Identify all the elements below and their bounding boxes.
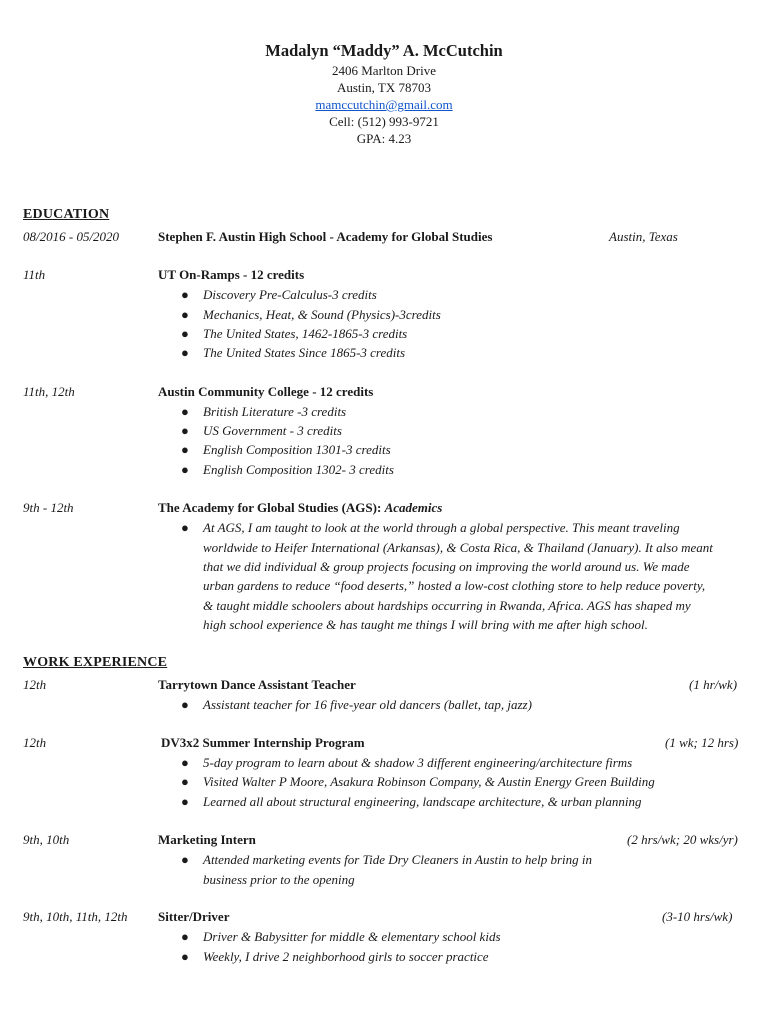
bullet-icon: ● [181, 794, 189, 809]
job-duty-continuation: business prior to the opening [203, 872, 355, 887]
job-duty: Visited Walter P Moore, Asakura Robinson Company, & Austin Energy Green Building [203, 774, 655, 789]
address-line-2: Austin, TX 78703 [336, 80, 431, 95]
bullet-icon: ● [181, 462, 189, 477]
ut-course: Discovery Pre-Calculus-3 credits [203, 287, 377, 302]
job-hours: (1 hr/wk) [689, 677, 738, 692]
school-name: Stephen F. Austin High School - Academy for Global Studies [158, 229, 493, 244]
acc-course: US Government - 3 credits [203, 423, 342, 438]
bullet-icon: ● [181, 423, 189, 438]
school-location: Austin, Texas [609, 229, 678, 244]
ut-course: The United States Since 1865-3 credits [203, 345, 406, 360]
ut-course: The United States, 1462-1865-3 credits [203, 326, 408, 341]
job-duty: Learned all about structural engineering, landscape architecture, & urban planning [203, 794, 642, 809]
job-grade: 9th, 10th [23, 832, 70, 847]
acc-course: English Composition 1302- 3 credits [203, 462, 394, 477]
ags-line: that we did individual & group projects focusing on improving the world around us. We made [203, 559, 690, 574]
cell-phone: Cell: (512) 993-9721 [329, 114, 439, 129]
acc-course: British Literature -3 credits [203, 404, 347, 419]
ags-line: & taught middle schoolers about hardships occurring in Rwanda, Africa. AGS has shaped my [203, 598, 691, 613]
address-line-1: 2406 Marlton Drive [332, 63, 436, 78]
job-grade: 12th [23, 677, 47, 692]
job-title: DV3x2 Summer Internship Program [161, 735, 365, 750]
ags-line: worldwide to Heifer International (Arkansas), & Costa Rica, & Thailand (January). It also meant [203, 540, 713, 555]
job-duty: 5-day program to learn about & shadow 3 different engineering/architecture firms [203, 755, 633, 770]
job-hours: (2 hrs/wk; 20 wks/yr) [627, 832, 738, 847]
job-grade: 9th, 10th, 11th, 12th [23, 909, 128, 924]
job-hours: (3-10 hrs/wk) [662, 909, 733, 924]
ut-course: Mechanics, Heat, & Sound (Physics)-3credits [203, 307, 441, 322]
bullet-icon: ● [181, 755, 189, 770]
bullet-icon: ● [181, 307, 189, 322]
ags-title [158, 500, 442, 516]
bullet-icon: ● [181, 520, 189, 535]
bullet-icon: ● [181, 697, 189, 712]
ags-line: urban gardens to reduce “food deserts,” hosted a low-cost clothing store to help reduce poverty, [203, 578, 706, 593]
ags-title-text: The Academy for Global Studies (AGS): [158, 500, 382, 515]
ags-line: high school experience & has taught me things I will bring with me after high school. [203, 617, 648, 632]
acc-title: Austin Community College - 12 credits [158, 384, 374, 399]
job-duty: Assistant teacher for 16 five-year old dancers (ballet, tap, jazz) [203, 697, 532, 712]
bullet-icon: ● [181, 442, 189, 457]
education-heading: EDUCATION [23, 207, 110, 222]
work-heading: WORK EXPERIENCE [23, 655, 168, 670]
ut-grade: 11th [23, 267, 46, 282]
job-duty: Attended marketing events for Tide Dry Cleaners in Austin to help bring in [203, 852, 592, 867]
job-title: Marketing Intern [158, 832, 256, 847]
resume-name: Madalyn “Maddy” A. McCutchin [265, 41, 503, 60]
acc-course: English Composition 1301-3 credits [203, 442, 391, 457]
bullet-icon: ● [181, 852, 189, 867]
gpa: GPA: 4.23 [356, 131, 412, 146]
bullet-icon: ● [181, 326, 189, 341]
ags-grade: 9th - 12th [23, 500, 74, 515]
bullet-icon: ● [181, 949, 189, 964]
email-link[interactable]: mamccutchin@gmail.com [315, 97, 453, 112]
ags-title-emphasis: Academics [384, 500, 443, 515]
job-title: Sitter/Driver [158, 909, 230, 924]
job-hours: (1 wk; 12 hrs) [665, 735, 739, 750]
job-duty: Weekly, I drive 2 neighborhood girls to soccer practice [203, 949, 489, 964]
school-dates: 08/2016 - 05/2020 [23, 229, 120, 244]
bullet-icon: ● [181, 345, 189, 360]
job-title: Tarrytown Dance Assistant Teacher [158, 677, 356, 692]
bullet-icon: ● [181, 404, 189, 419]
bullet-icon: ● [181, 287, 189, 302]
acc-grade: 11th, 12th [23, 384, 75, 399]
job-grade: 12th [23, 735, 47, 750]
bullet-icon: ● [181, 774, 189, 789]
bullet-icon: ● [181, 929, 189, 944]
email-line [0, 97, 768, 113]
ags-line: At AGS, I am taught to look at the world through a global perspective. This meant traveling [203, 520, 680, 535]
job-duty: Driver & Babysitter for middle & elementary school kids [203, 929, 501, 944]
ut-title: UT On-Ramps - 12 credits [158, 267, 305, 282]
